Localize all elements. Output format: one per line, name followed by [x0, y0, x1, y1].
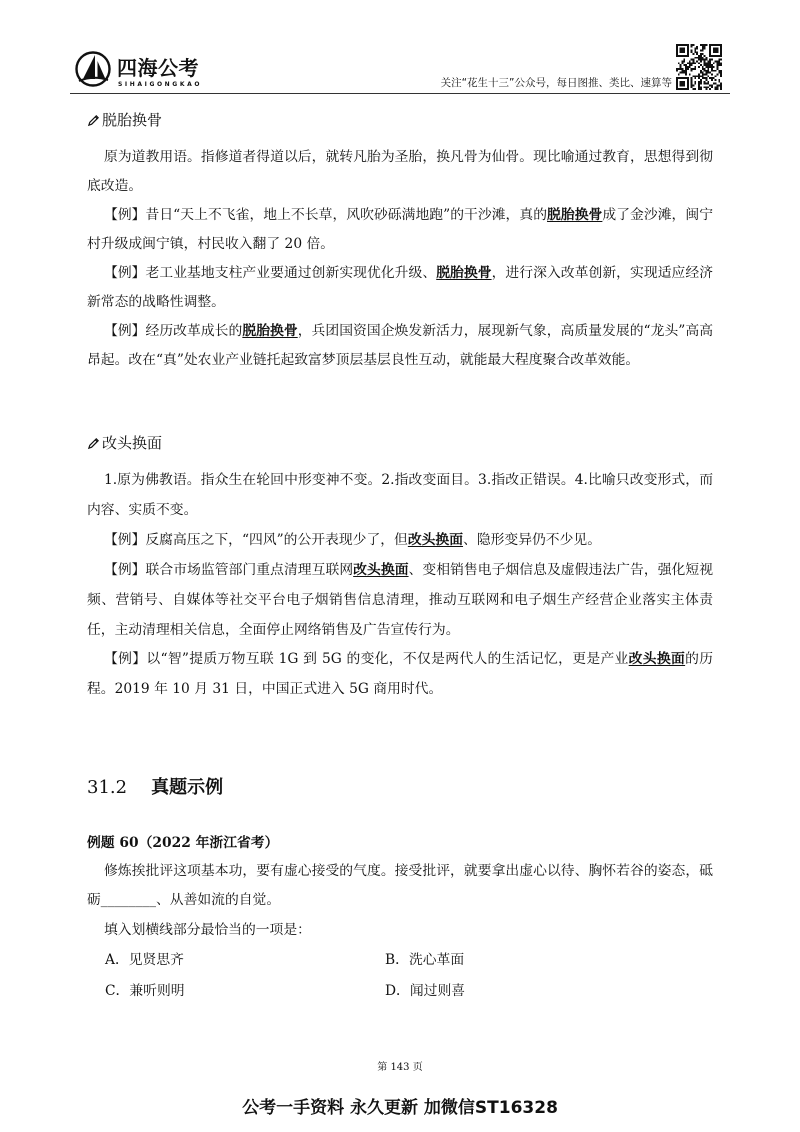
example-text: 以“智”提质万物互联 1G 到 5G 的变化，不仅是两代人的生活记忆，更是产业	[146, 651, 629, 668]
option-letter: A．	[105, 952, 129, 968]
question-prompt: 填入划横线部分最恰当的一项是：	[104, 921, 311, 938]
question-body	[87, 857, 713, 946]
option-letter: B．	[385, 952, 409, 968]
example-text: 老工业基地支柱产业要通过创新实现优化升级、	[145, 264, 437, 281]
idiom-body	[87, 466, 713, 705]
example-label: 【例】	[104, 561, 146, 578]
option-a	[105, 948, 184, 972]
example-text: 昔日“天上不飞雀，地上不长草，风吹砂砾满地跑”的干沙滩，真的	[145, 206, 548, 223]
idiom-term: 脱胎换骨	[102, 111, 163, 129]
footer-promo: 公考一手资料 永久更新 加微信ST16328	[242, 1098, 558, 1118]
option-letter: C．	[105, 983, 130, 999]
header-divider	[70, 93, 730, 94]
idiom-heading	[87, 431, 162, 455]
highlighted-term: 改头换面	[353, 561, 409, 578]
page-number: 第 143 页	[377, 1062, 423, 1073]
brand-subtitle: SIHAIGONGKAO	[118, 81, 203, 88]
example-text: 联合市场监管部门重点清理互联网	[145, 561, 354, 578]
idiom-definition: 1.原为佛教语。指众生在轮回中形变神不变。2.指改变面目。3.指改正错误。4.比喻只改变形式，而内容、实质不变。	[87, 472, 713, 518]
highlighted-term: 脱胎换骨	[242, 323, 298, 340]
example-paragraph	[87, 259, 713, 317]
option-text: 闻过则喜	[409, 983, 466, 999]
pencil-icon	[87, 437, 100, 450]
sail-logo-icon	[74, 50, 112, 88]
option-text: 洗心革面	[408, 952, 465, 968]
example-text: ，进行深入改革创新，实现适应经济新常态的战略性调整。	[87, 264, 714, 310]
example-text: ，兵团国资国企焕发新活力，展现新气象，高质量发展的“龙头”高高昂起。改在“真”处农业产业链托起致富梦顶层基层良性互动，就能最大程度聚合改革效能。	[87, 323, 714, 369]
idiom-definition: 原为道教用语。指修道者得道以后，就转凡胎为圣胎，换凡骨为仙骨。现比喻通过教育，思想得到彻底改造。	[87, 148, 713, 194]
example-paragraph	[87, 526, 713, 556]
example-label: 【例】	[104, 206, 146, 223]
highlighted-term: 脱胎换骨	[436, 264, 492, 281]
highlighted-term: 脱胎换骨	[547, 206, 603, 223]
option-letter: D．	[385, 983, 410, 999]
idiom-heading	[87, 108, 162, 132]
brand-name: 四海公考	[117, 56, 199, 80]
example-label: 【例】	[104, 651, 147, 668]
example-label: 【例】	[104, 323, 146, 340]
option-d	[385, 979, 465, 1003]
section-title	[87, 776, 223, 800]
example-paragraph	[87, 556, 713, 646]
header-notice: 关注“花生十三”公众号，每日图推、类比、速算等	[440, 77, 672, 89]
example-text: 、变相销售电子烟信息及虚假违法广告，强化短视频、营销号、自媒体等社交平台电子烟销售信息清理，推动互联网和电子烟生产经营企业落实主体责任，主动清理相关信息，全面停止网络销售及广告宣传行为。	[87, 561, 714, 638]
option-b	[385, 948, 464, 972]
question-label: 例题 60（2022 年浙江省考）	[87, 835, 279, 851]
highlighted-term: 改头换面	[628, 651, 686, 668]
example-label: 【例】	[104, 531, 146, 548]
example-text: 反腐高压之下，“四风”的公开表现少了，但	[145, 531, 408, 548]
example-label: 【例】	[104, 264, 146, 281]
example-text: 经历改革成长的	[145, 323, 243, 340]
qr-code-icon	[676, 44, 722, 90]
example-text: 成了金沙滩，闽宁村升级成闽宁镇，村民收入翻了 20 倍。	[87, 206, 714, 252]
example-text: 的历程。2019 年 10 月 31 日，中国正式进入 5G 商用时代。	[87, 651, 714, 698]
section-number: 31.2	[87, 777, 128, 798]
option-c	[105, 979, 185, 1003]
option-text: 兼听则明	[129, 983, 185, 999]
question-stem: 修炼挨批评这项基本功，要有虚心接受的气度。接受批评，就要拿出虚心以待、胸怀若谷的姿态，砥砺________、从善如流的自觉。	[87, 862, 713, 908]
example-paragraph	[87, 201, 713, 259]
example-paragraph	[87, 317, 713, 375]
idiom-term: 改头换面	[102, 434, 163, 452]
section-name: 真题示例	[151, 777, 224, 798]
idiom-body	[87, 143, 713, 376]
highlighted-term: 改头换面	[407, 531, 464, 548]
pencil-icon	[87, 114, 100, 127]
example-paragraph	[87, 645, 713, 705]
example-text: 、隐形变异仍不少见。	[463, 531, 601, 548]
option-text: 见贤思齐	[128, 952, 184, 968]
